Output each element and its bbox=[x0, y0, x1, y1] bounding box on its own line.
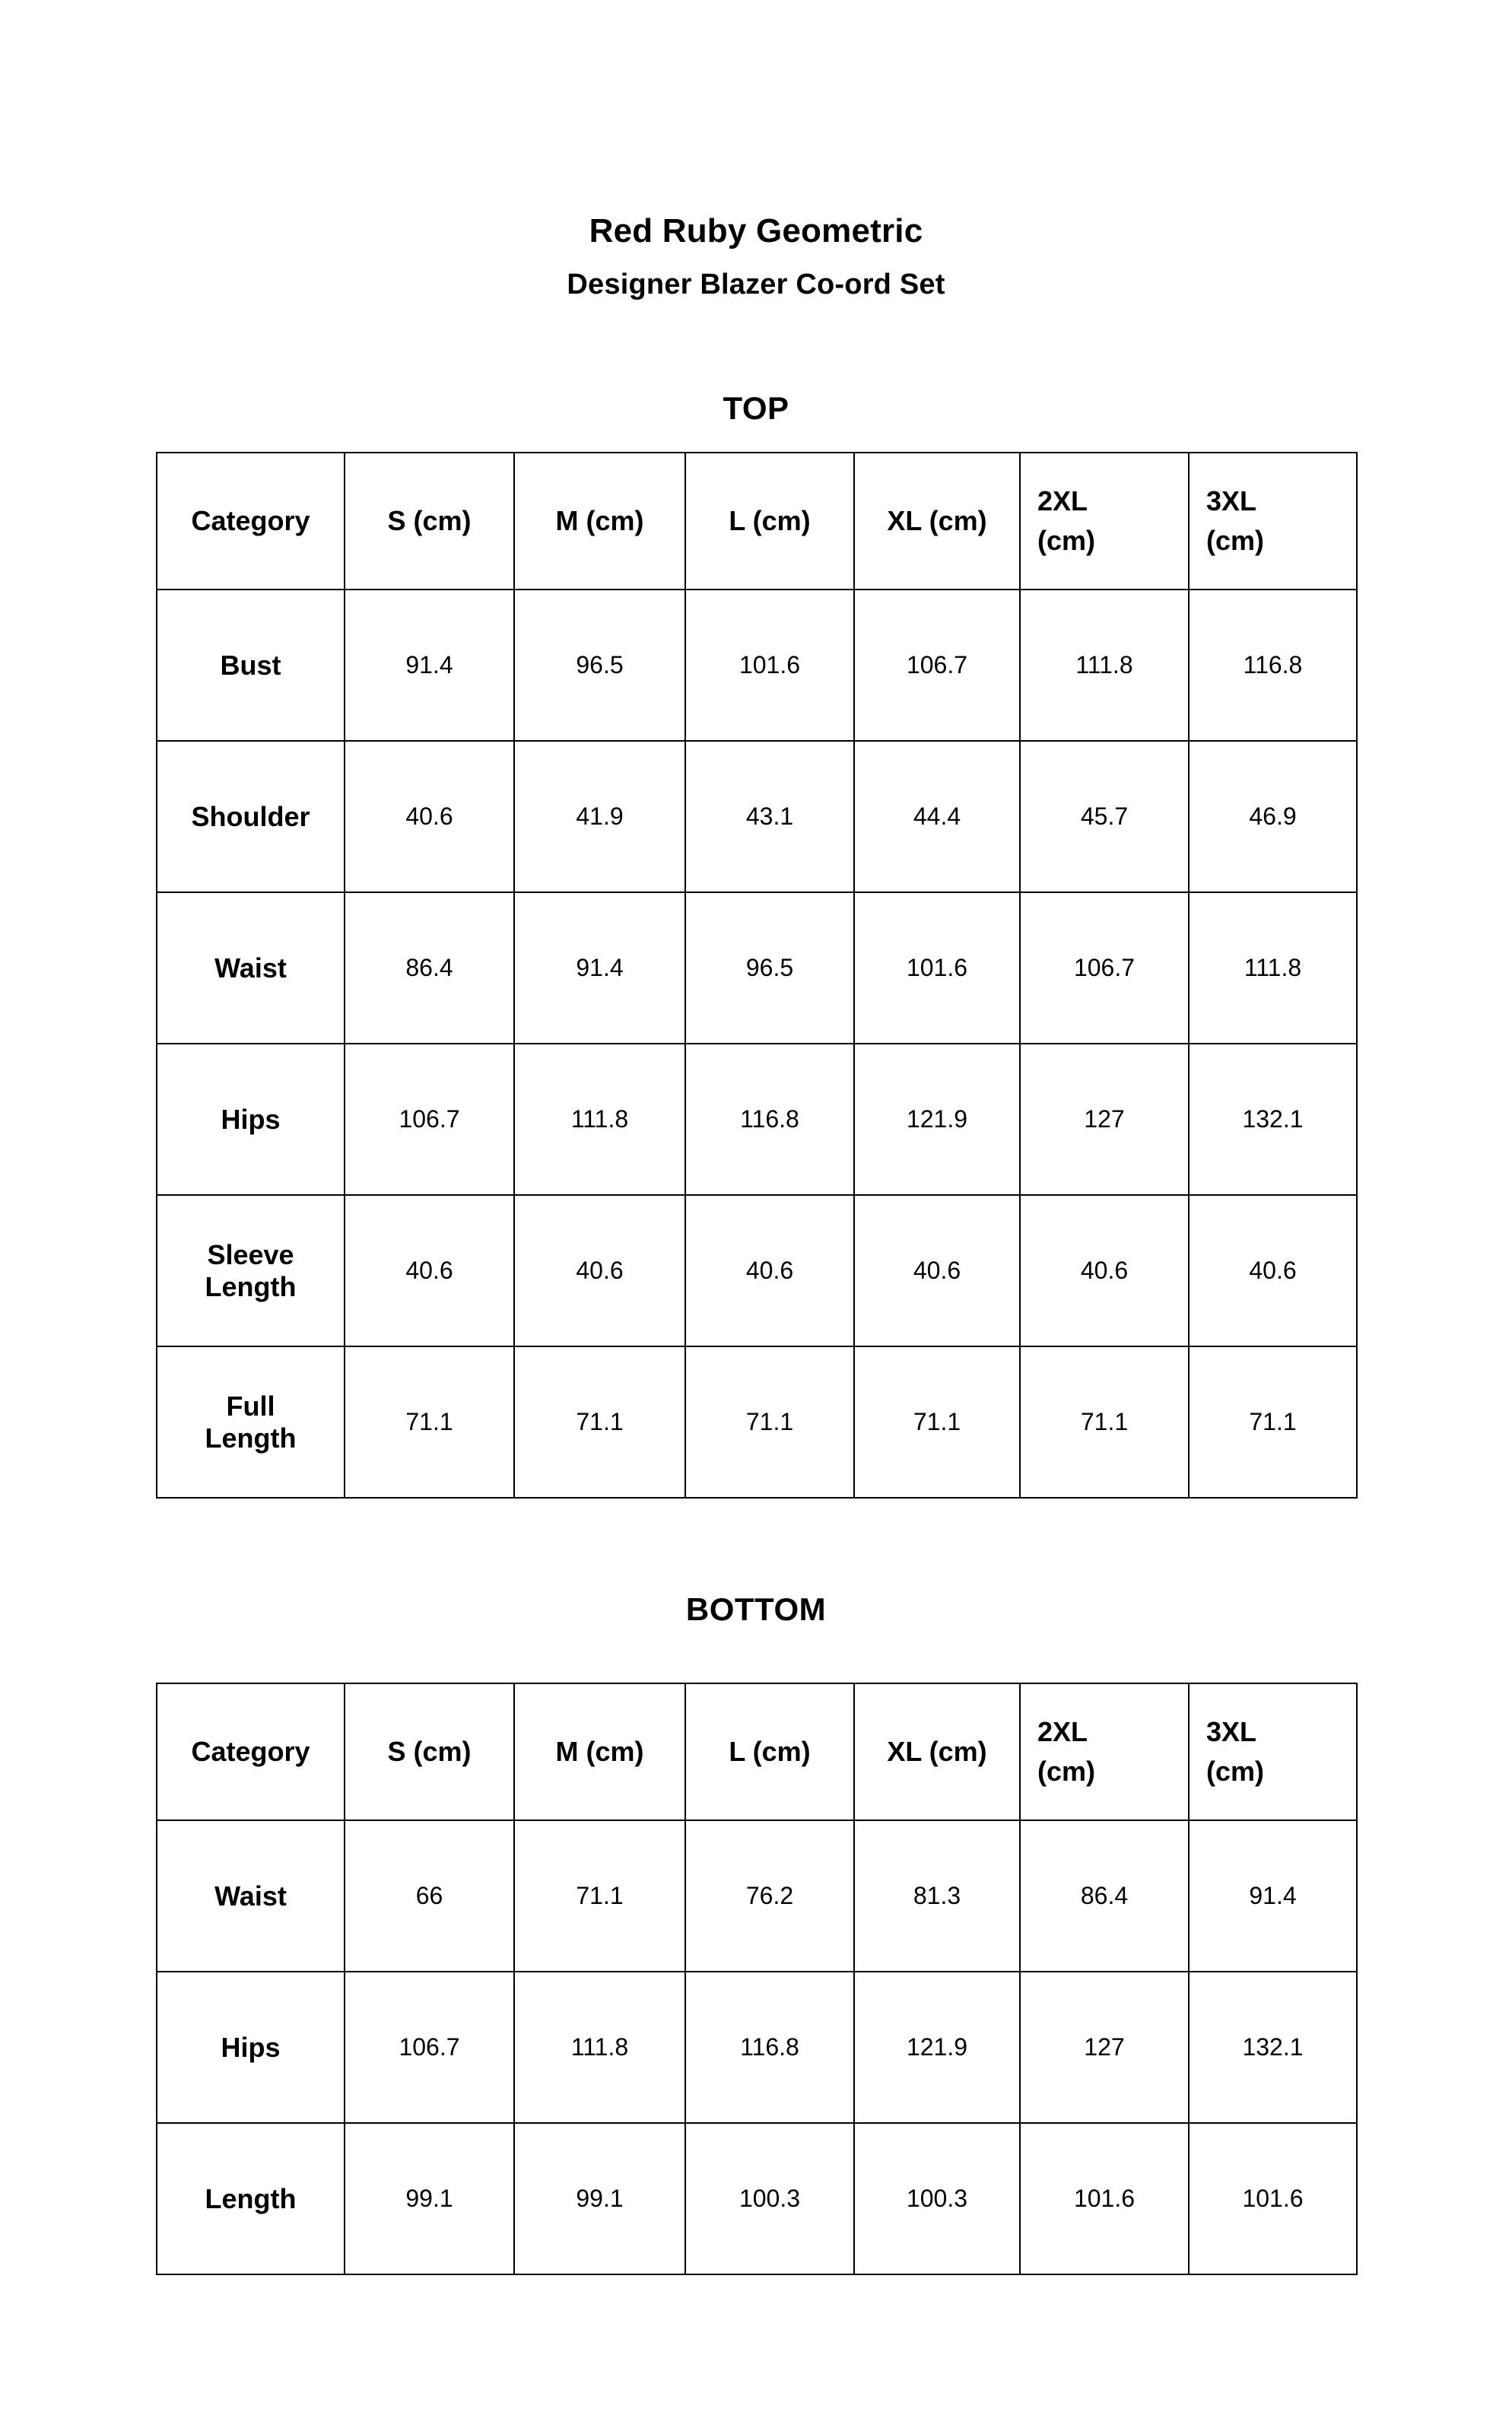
cell-sleeve-3xl: 40.6 bbox=[1189, 1195, 1357, 1346]
row-label-sleeve-line1: Sleeve bbox=[207, 1238, 294, 1270]
cell-hips-2xl: 127 bbox=[1020, 1044, 1189, 1195]
table-row bbox=[157, 1195, 1357, 1346]
cell-length-xl: 100.3 bbox=[854, 2123, 1020, 2274]
column-header-m: M (cm) bbox=[514, 1683, 685, 1820]
column-header-l: L (cm) bbox=[685, 453, 854, 590]
row-label-sleeve-line2: Length bbox=[205, 1270, 297, 1302]
cell-waist-3xl: 91.4 bbox=[1189, 1820, 1357, 1972]
cell-bust-s: 91.4 bbox=[345, 590, 514, 741]
column-header-3xl bbox=[1189, 453, 1357, 590]
cell-length-2xl: 101.6 bbox=[1020, 2123, 1189, 2274]
cell-waist-xl: 101.6 bbox=[854, 892, 1020, 1044]
cell-length-l: 100.3 bbox=[685, 2123, 854, 2274]
cell-bust-xl: 106.7 bbox=[854, 590, 1020, 741]
cell-shoulder-3xl: 46.9 bbox=[1189, 741, 1357, 892]
cell-hips-xl: 121.9 bbox=[854, 1044, 1020, 1195]
cell-hips-3xl: 132.1 bbox=[1189, 1044, 1357, 1195]
cell-sleeve-s: 40.6 bbox=[345, 1195, 514, 1346]
cell-shoulder-xl: 44.4 bbox=[854, 741, 1020, 892]
column-header-s: S (cm) bbox=[345, 1683, 514, 1820]
column-header-category: Category bbox=[157, 453, 345, 590]
column-header-xl: XL (cm) bbox=[854, 453, 1020, 590]
cell-bust-l: 101.6 bbox=[685, 590, 854, 741]
table-row bbox=[157, 590, 1357, 741]
size-table-bottom bbox=[156, 1683, 1358, 2275]
cell-waist-s: 66 bbox=[345, 1820, 514, 1972]
row-label-shoulder: Shoulder bbox=[157, 741, 345, 892]
column-header-3xl-size: 3XL bbox=[1206, 485, 1257, 516]
row-label-full-line1: Full bbox=[226, 1390, 275, 1422]
table-row bbox=[157, 1346, 1357, 1498]
cell-hips-xl: 121.9 bbox=[854, 1972, 1020, 2123]
column-header-2xl-unit: (cm) bbox=[1037, 525, 1096, 556]
cell-waist-l: 76.2 bbox=[685, 1820, 854, 1972]
table-row bbox=[157, 741, 1357, 892]
size-table-top bbox=[156, 452, 1358, 1499]
cell-waist-3xl: 111.8 bbox=[1189, 892, 1357, 1044]
product-title-block bbox=[0, 213, 1512, 301]
table-row bbox=[157, 892, 1357, 1044]
row-label-hips: Hips bbox=[157, 1044, 345, 1195]
cell-waist-2xl: 106.7 bbox=[1020, 892, 1189, 1044]
column-header-2xl bbox=[1020, 453, 1189, 590]
cell-waist-m: 71.1 bbox=[514, 1820, 685, 1972]
column-header-3xl-unit: (cm) bbox=[1206, 1756, 1265, 1787]
cell-waist-l: 96.5 bbox=[685, 892, 854, 1044]
table-header-row bbox=[157, 1683, 1357, 1820]
cell-full-s: 71.1 bbox=[345, 1346, 514, 1498]
column-header-l: L (cm) bbox=[685, 1683, 854, 1820]
column-header-2xl-unit: (cm) bbox=[1037, 1756, 1096, 1787]
cell-hips-m: 111.8 bbox=[514, 1972, 685, 2123]
cell-full-2xl: 71.1 bbox=[1020, 1346, 1189, 1498]
cell-hips-m: 111.8 bbox=[514, 1044, 685, 1195]
cell-waist-2xl: 86.4 bbox=[1020, 1820, 1189, 1972]
cell-full-m: 71.1 bbox=[514, 1346, 685, 1498]
cell-full-l: 71.1 bbox=[685, 1346, 854, 1498]
table-row bbox=[157, 1044, 1357, 1195]
cell-sleeve-2xl: 40.6 bbox=[1020, 1195, 1189, 1346]
cell-shoulder-m: 41.9 bbox=[514, 741, 685, 892]
table-body-bottom bbox=[157, 1820, 1357, 2274]
cell-shoulder-s: 40.6 bbox=[345, 741, 514, 892]
cell-length-m: 99.1 bbox=[514, 2123, 685, 2274]
table-head-bottom bbox=[157, 1683, 1357, 1820]
page-title: Red Ruby Geometric bbox=[589, 212, 923, 249]
column-header-3xl-size: 3XL bbox=[1206, 1715, 1257, 1747]
cell-shoulder-2xl: 45.7 bbox=[1020, 741, 1189, 892]
cell-full-xl: 71.1 bbox=[854, 1346, 1020, 1498]
column-header-m: M (cm) bbox=[514, 453, 685, 590]
section-heading-bottom: BOTTOM bbox=[685, 1591, 827, 1627]
column-header-3xl bbox=[1189, 1683, 1357, 1820]
cell-hips-3xl: 132.1 bbox=[1189, 1972, 1357, 2123]
table-header-row bbox=[157, 453, 1357, 590]
row-label-full-length bbox=[157, 1346, 345, 1498]
row-label-sleeve-length bbox=[157, 1195, 345, 1346]
table-row bbox=[157, 1972, 1357, 2123]
cell-hips-s: 106.7 bbox=[345, 1972, 514, 2123]
cell-sleeve-l: 40.6 bbox=[685, 1195, 854, 1346]
row-label-full-line2: Length bbox=[205, 1422, 297, 1454]
cell-bust-3xl: 116.8 bbox=[1189, 590, 1357, 741]
cell-hips-2xl: 127 bbox=[1020, 1972, 1189, 2123]
table-row bbox=[157, 2123, 1357, 2274]
column-header-3xl-unit: (cm) bbox=[1206, 525, 1265, 556]
cell-sleeve-m: 40.6 bbox=[514, 1195, 685, 1346]
row-label-length: Length bbox=[157, 2123, 345, 2274]
cell-bust-m: 96.5 bbox=[514, 590, 685, 741]
table-body-top bbox=[157, 590, 1357, 1498]
cell-sleeve-xl: 40.6 bbox=[854, 1195, 1020, 1346]
table-head-top bbox=[157, 453, 1357, 590]
page-subtitle: Designer Blazer Co-ord Set bbox=[567, 269, 945, 301]
cell-hips-l: 116.8 bbox=[685, 1972, 854, 2123]
column-header-2xl-size: 2XL bbox=[1037, 1715, 1088, 1747]
table-row bbox=[157, 1820, 1357, 1972]
column-header-xl: XL (cm) bbox=[854, 1683, 1020, 1820]
row-label-waist: Waist bbox=[157, 1820, 345, 1972]
cell-bust-2xl: 111.8 bbox=[1020, 590, 1189, 741]
cell-waist-m: 91.4 bbox=[514, 892, 685, 1044]
cell-shoulder-l: 43.1 bbox=[685, 741, 854, 892]
cell-hips-l: 116.8 bbox=[685, 1044, 854, 1195]
row-label-bust: Bust bbox=[157, 590, 345, 741]
cell-waist-s: 86.4 bbox=[345, 892, 514, 1044]
column-header-2xl-size: 2XL bbox=[1037, 485, 1088, 516]
cell-length-s: 99.1 bbox=[345, 2123, 514, 2274]
column-header-s: S (cm) bbox=[345, 453, 514, 590]
column-header-category: Category bbox=[157, 1683, 345, 1820]
cell-full-3xl: 71.1 bbox=[1189, 1346, 1357, 1498]
column-header-2xl bbox=[1020, 1683, 1189, 1820]
section-heading-top: TOP bbox=[723, 390, 789, 426]
cell-hips-s: 106.7 bbox=[345, 1044, 514, 1195]
row-label-waist: Waist bbox=[157, 892, 345, 1044]
cell-waist-xl: 81.3 bbox=[854, 1820, 1020, 1972]
cell-length-3xl: 101.6 bbox=[1189, 2123, 1357, 2274]
row-label-hips: Hips bbox=[157, 1972, 345, 2123]
